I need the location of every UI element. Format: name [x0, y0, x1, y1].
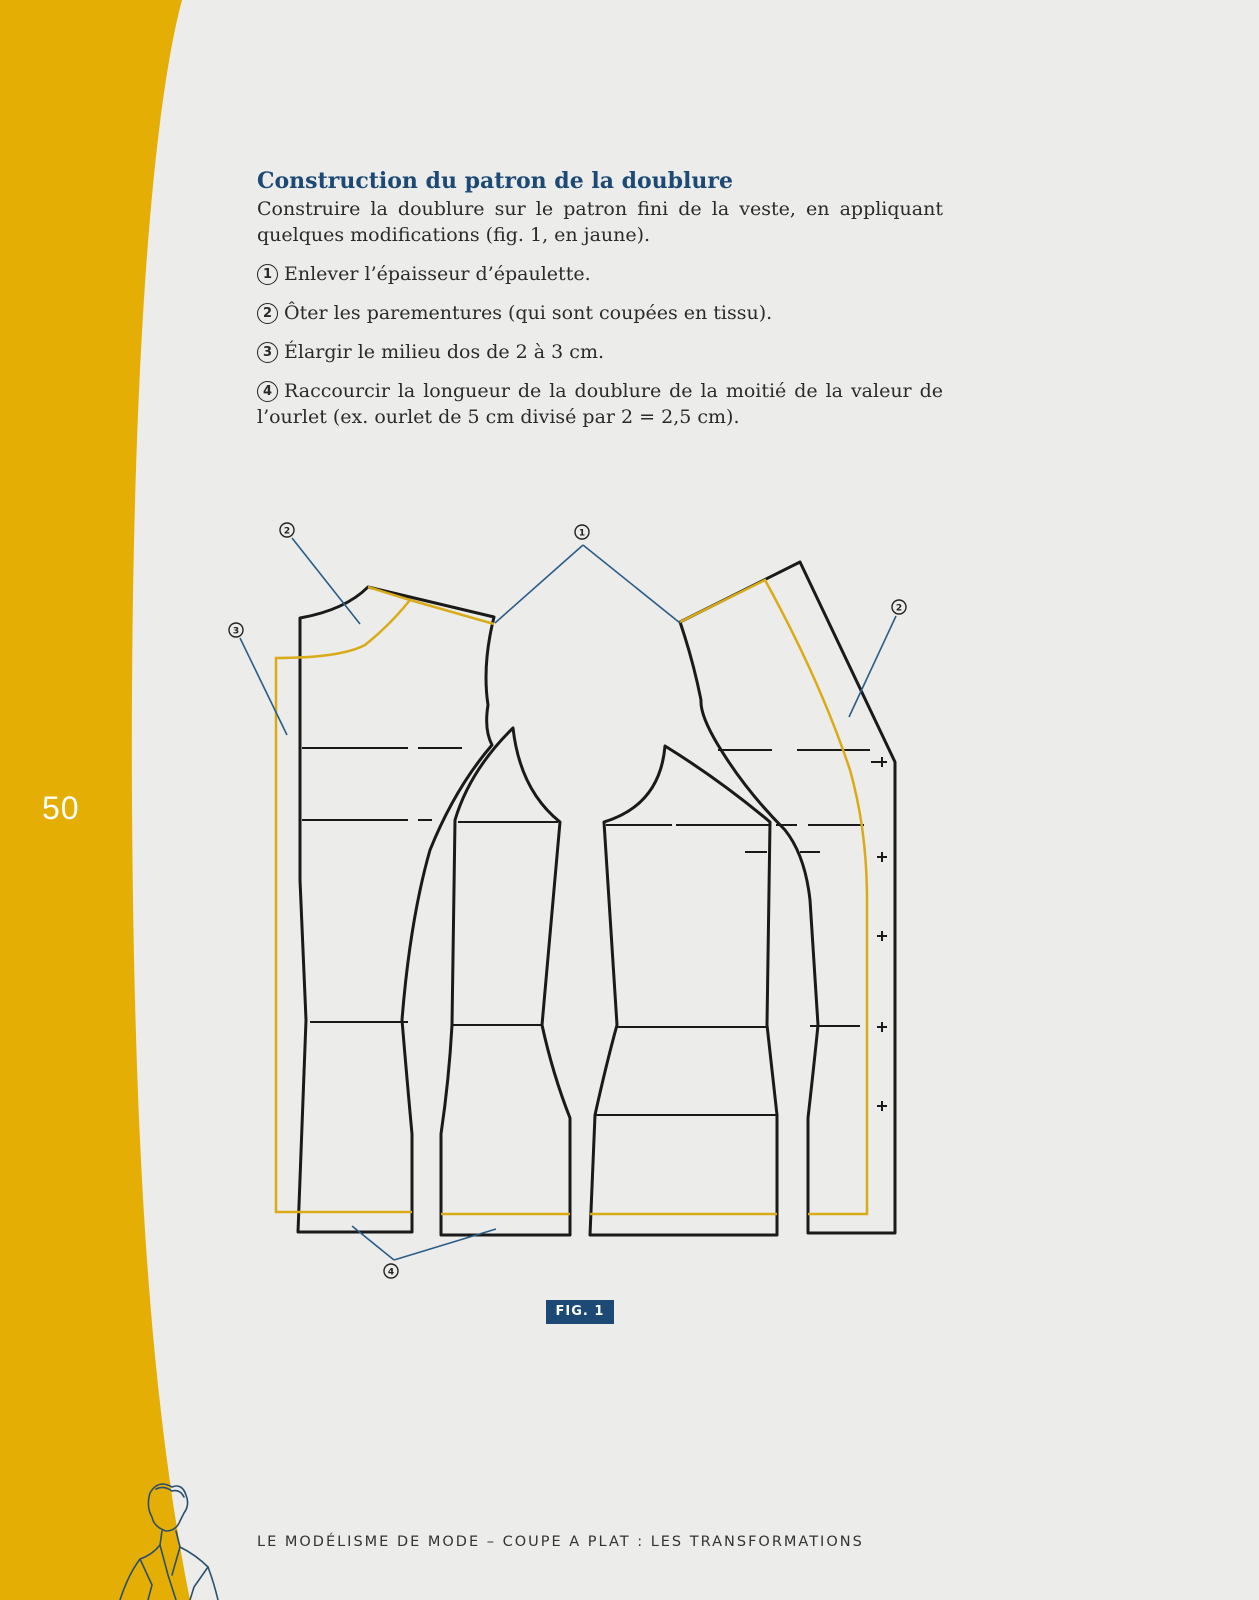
back-lining-line — [276, 587, 412, 1212]
step-number: 3 — [257, 342, 278, 363]
step-number: 2 — [257, 303, 278, 324]
footer-book-title: LE MODÉLISME DE MODE – COUPE A PLAT : LES TRANSFORMATIONS — [257, 1534, 864, 1550]
callout-1-label: 1 — [578, 528, 586, 539]
side-front-pattern-outline — [590, 746, 777, 1235]
side-back-pattern-outline — [441, 728, 570, 1235]
back-pattern-outline — [298, 587, 494, 1232]
step-text: Enlever l’épaisseur d’épaulette. — [284, 263, 591, 285]
step-number: 1 — [257, 264, 278, 285]
intro-paragraph: Construire la doublure sur le patron fini de la veste, en appliquant quelques modifications (fig. 1, en jaune). — [257, 198, 943, 246]
section-heading: Construction du patron de la doublure — [257, 168, 733, 194]
page-number: 50 — [42, 790, 80, 826]
step-text: Raccourcir la longueur de la doublure de la moitié de la valeur de l’ourlet (ex. ourlet de 5 cm divisé par 2 = 2,5 cm). — [257, 380, 943, 428]
callout-3-label: 3 — [232, 626, 240, 637]
step-number: 4 — [257, 381, 278, 402]
front-pattern-outline — [680, 562, 895, 1233]
fashion-sketch-illustration — [110, 1475, 230, 1600]
step-text: Ôter les parementures (qui sont coupées en tissu). — [284, 302, 773, 324]
callout-4-label: 4 — [387, 1267, 395, 1278]
callout-2-back-label: 2 — [283, 526, 291, 537]
figure-label: FIG. 1 — [546, 1300, 614, 1324]
callout-2-front-label: 2 — [895, 603, 903, 614]
step-text: Élargir le milieu dos de 2 à 3 cm. — [284, 341, 605, 363]
front-lining-line — [680, 580, 867, 1214]
